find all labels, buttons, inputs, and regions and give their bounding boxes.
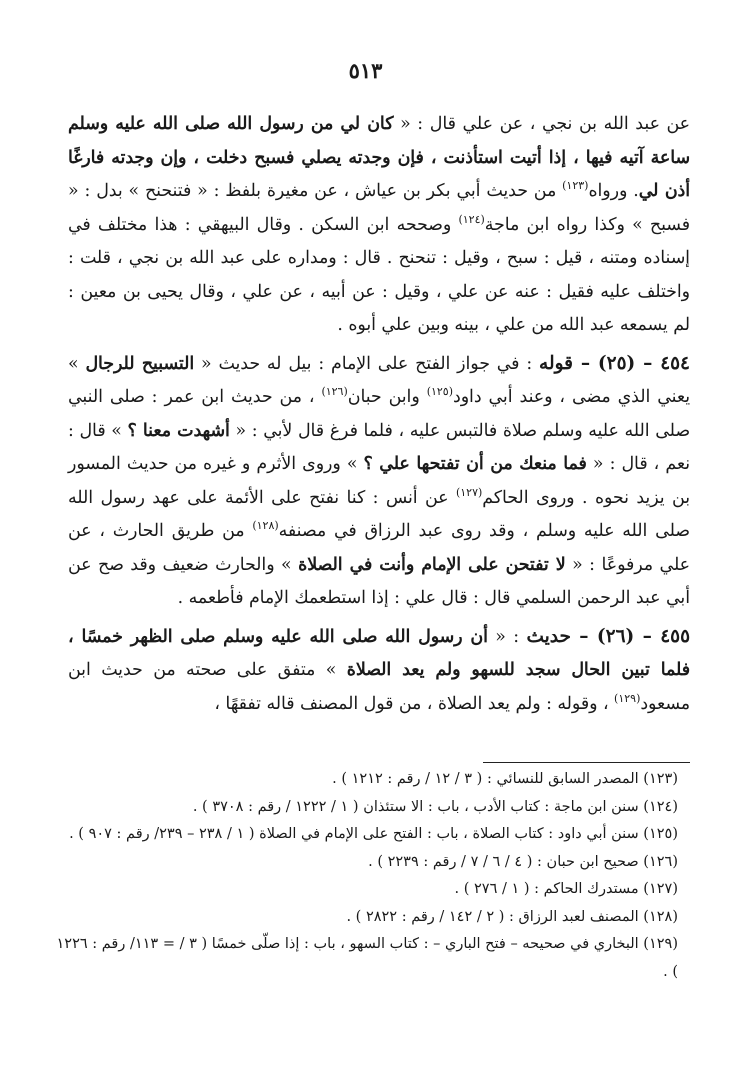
bold-text: كان لي من رسول الله صلى الله عليه وسلم ساعة آتيه فيها ، إذا أتيت استأذنت ، فإن وجدته يصلي فسبح دخلت ، وإن وجدته فارغًا أذن لي	[68, 114, 691, 201]
text-run: ، وقوله : ولم يعد الصلاة ، من قول المصنف قاله تفقهًا ،	[214, 693, 615, 714]
footnote: (١٢٧) مستدرك الحاكم : ( ١ / ٢٧٦ ) .	[454, 881, 678, 897]
text-run: وصححه ابن السكن . وقال البيهقي : هذا مختلف في إسناده ومتنه ، قيل : سبح ، وقيل : تنحنح . قال : ومداره على عبد الله بن نجي ، قلت : واختلف عليه فقيل : عنه عن علي ، وقيل : عن أبيه ، عن علي ، وقال يحيى بن معين : لم يسمعه عبد الله من علي ، بينه وبين علي أبوه .	[68, 214, 690, 335]
footnote: (١٢٣) المصدر السابق للنسائي : ( ٣ / ١٢ / رقم : ١٢١٢ ) .	[332, 771, 678, 787]
bold-text: ٤٥٤ – (٢٥) – قوله	[539, 352, 690, 374]
text-run: وابن حبان	[347, 387, 427, 407]
paragraph	[68, 347, 690, 616]
footnote-divider	[483, 762, 690, 763]
text-run: » وروى الأثرم و غيره من حديث المسور بن يزيد نحوه . وروى الحاكم	[68, 454, 690, 508]
text-run: . ورواه	[588, 181, 639, 201]
bold-text: أشهدت معنا ؟	[127, 420, 230, 441]
bold-text: أن رسول الله صلى الله عليه وسلم صلى الظهر خمسًا ، فلما تبين الحال سجد للسهو ولم يعد الصلاة	[68, 626, 690, 680]
bold-text: ٤٥٥ – (٢٦) – حديث	[526, 625, 691, 647]
paragraph	[68, 620, 690, 722]
text-run: من حديث أبي بكر بن عياش ، عن مغيرة بلفظ : « فتنحنح » بدل : « فسبح » وكذا رواه ابن ماجة	[68, 181, 690, 235]
footnote-ref: (١٢٦)	[321, 385, 348, 399]
main-text	[68, 108, 690, 721]
footnote-ref: (١٢٤)	[458, 212, 485, 226]
bold-text: لا تفتحن على الإمام وأنت في الصلاة	[298, 554, 566, 575]
footnote: (١٢٨) المصنف لعبد الرزاق : ( ٢ / ١٤٢ / رقم : ٢٨٢٢ ) .	[346, 908, 678, 925]
footnote: (١٢٤) سنن ابن ماجة : كتاب الأدب ، باب : الا ستئذان ( ١ / ١٢٢٢ / رقم : ٣٧٠٨ ) .	[192, 798, 678, 815]
text-run: » والحارث ضعيف وقد صح عن أبي عبد الرحمن السلمي قال : قال علي : إذا استطعمك الإمام فأطعمه .	[68, 554, 690, 608]
text-run: : في جواز الفتح على الإمام : بيل له حديث «	[194, 353, 540, 374]
text-run: عن أنس : كنا نفتح على الأئمة على عهد رسول الله صلى الله عليه وسلم ، وقد روى عبد الرزاق في مصنفه	[68, 487, 690, 541]
paragraph	[68, 108, 690, 343]
page-number: ٥١٣	[348, 58, 383, 83]
footnote-ref: (١٢٥)	[426, 385, 454, 399]
text-run: » يعني الذي مضى ، وعند أبي داود	[68, 353, 691, 407]
footnote-ref: (١٢٣)	[562, 179, 589, 193]
text-run: : «	[487, 626, 527, 647]
footnotes	[48, 766, 678, 986]
text-run: من طريق الحارث ، عن علي مرفوعًا : «	[68, 521, 690, 575]
text-run: عن عبد الله بن نجي ، عن علي قال : «	[393, 114, 690, 134]
text-run: » متفق على صحته من حديث ابن مسعود	[68, 660, 690, 714]
footnote-ref: (١٢٨)	[252, 519, 279, 533]
footnote: (١٢٦) صحيح ابن حبان : ( ٤ / ٦ / ٧ / رقم : ٢٢٣٩ ) .	[368, 853, 678, 870]
text-run: » قال : نعم ، قال : «	[68, 420, 691, 474]
bold-text: التسبيح للرجال	[85, 353, 195, 374]
footnote-ref: (١٢٧)	[455, 485, 483, 499]
footnote: (١٢٥) سنن أبي داود : كتاب الصلاة ، باب : الفتح على الإمام في الصلاة ( ١ / ٢٣٨ – ٢٣٩/ رقم : ٩٠٧ ) .	[69, 826, 678, 842]
footnote: (١٢٩) البخاري في صحيحه – فتح الباري – : كتاب السهو ، باب : إذا صلّى خمسًا ( ٣ / = ١١٣/ رقم : ١٢٢٦ ) .	[56, 936, 678, 980]
text-run: ، من حديث ابن عمر : صلى النبي صلى الله عليه وسلم صلاة فالتبس عليه ، فلما فرغ قال لأبي : «	[68, 387, 690, 441]
bold-text: فما منعك من أن تفتحها علي ؟	[363, 454, 587, 474]
footnote-ref: (١٢٩)	[614, 691, 641, 705]
